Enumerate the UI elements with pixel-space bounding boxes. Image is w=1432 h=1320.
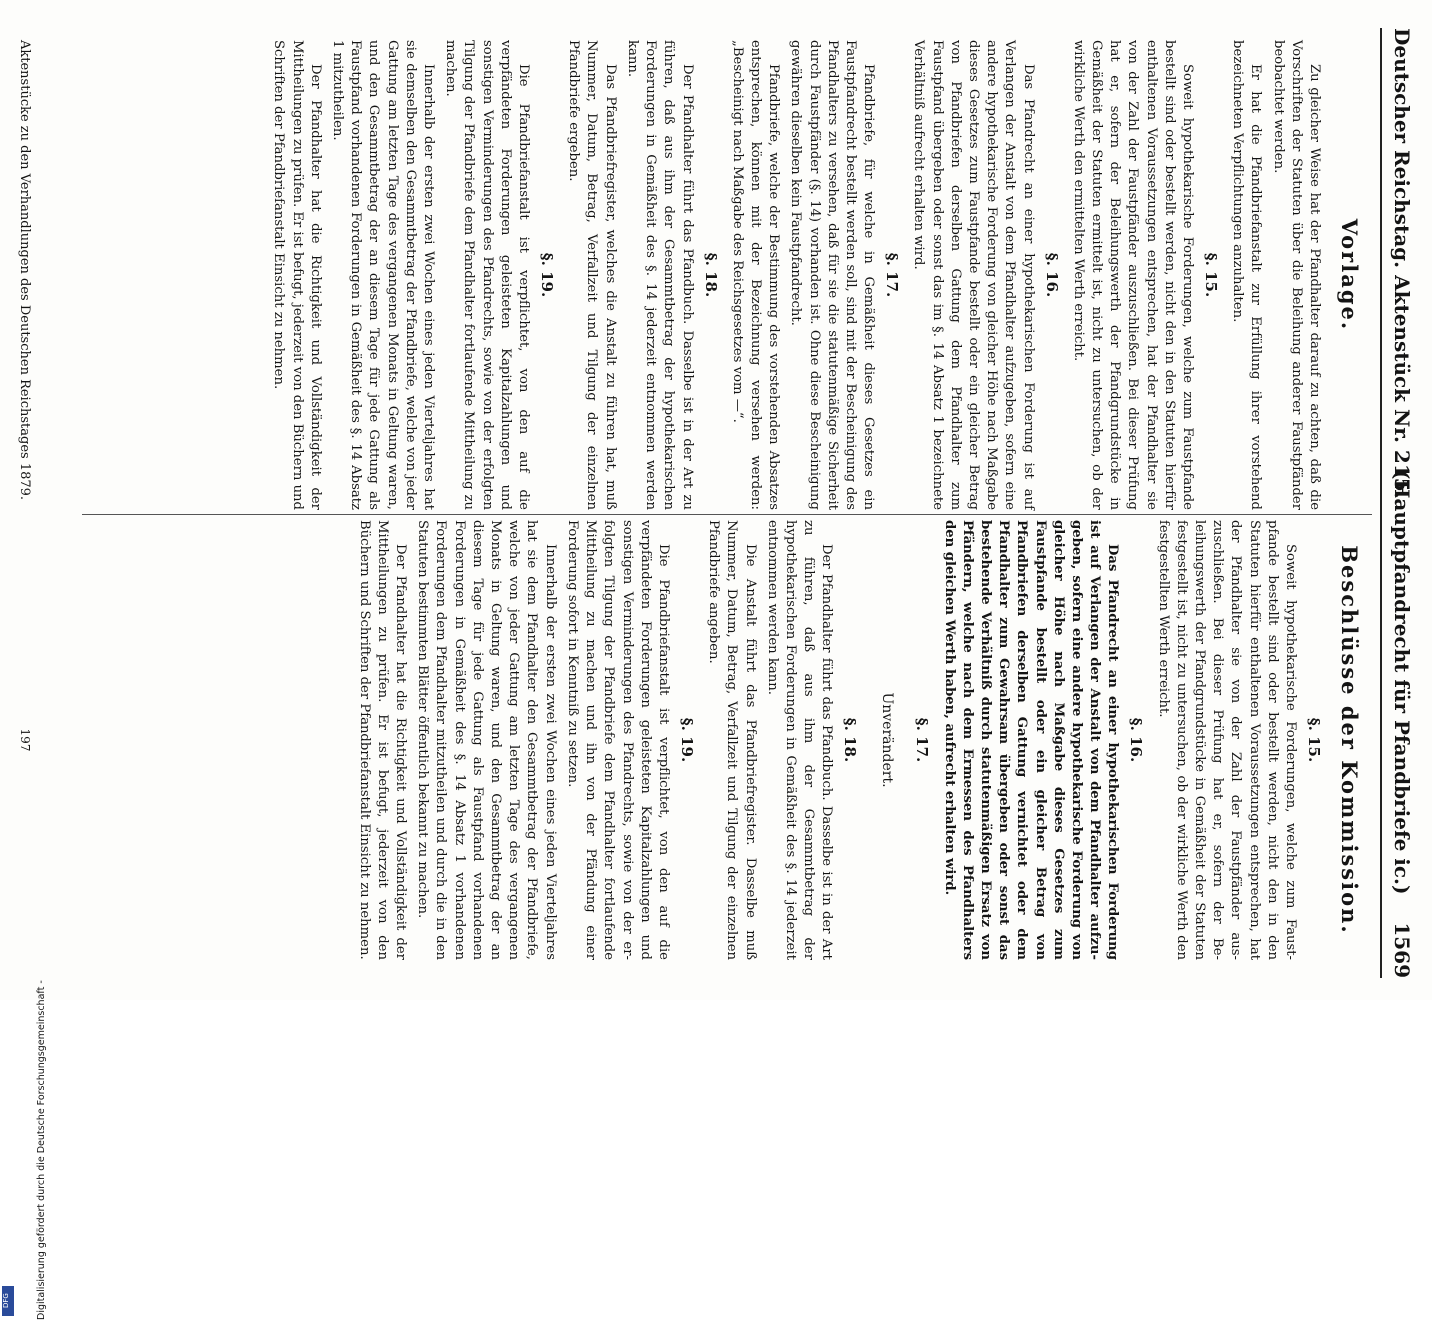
dfg-logo-icon: DFG bbox=[2, 1286, 14, 1316]
paragraph: Zu gleicher Weise hat der Pfandhalter darauf zu achten, daß die Vorschriften der Statuten über die Beleihung anderer Faustpfänder beobachtet werden. bbox=[1270, 40, 1322, 510]
paragraph: Die Anstalt führt das Pfandbriefregister. Dasselbe muß Nummer, Datum, Betrag, Verfallzeit und Tilgung der einzelnen Pfandbriefe angeben. bbox=[706, 520, 758, 960]
paragraph: Das Pfandrecht an einer hypothekarischen Forderung ist auf Verlangen der Anstalt von dem Pfandhalter aufzugeben, sofern eine andere hypothekarische Forderung von gleicher Höhe nach Maßgabe dieses Gesetzes zum Faustpfande bestellt oder ein gleicher Betrag von Pfandbriefen derselben Gattung dem Pfandhalter zum Faustpfand übergeben oder sonst das im §. 14 Absatz 1 bezeichnete Verhältniß aufrecht erhalten wird. bbox=[911, 40, 1036, 510]
section-heading: §. 16. bbox=[1042, 252, 1061, 298]
digitization-sidebar bbox=[0, 320, 47, 1320]
paragraph: Der Pfandhalter hat die Richtigkeit und Vollständigkeit der Mittheilungen zu prüfen. Er ist befugt, jederzeit von den Büchern und Schriften der Pfandbriefanstalt Einsicht zu nehmen. bbox=[356, 520, 409, 960]
unchanged-note: Unverändert. bbox=[879, 692, 896, 788]
header-right bbox=[1390, 470, 1414, 978]
paragraph: Pfandbriefe, welche der Bestimmung des vorstehenden Absatzes entsprechen, können mit der Bezeichnung versehen werden: „Bescheinigt nach Maßgabe des Reichsgesetzes vom —“. bbox=[729, 40, 782, 510]
paragraph: Die Pfandbriefanstalt ist verpflichtet, von den auf die verpfändeten Forderungen geleisteten Kapitalzahlungen und sonstigen Verminderungen des Pfandrechts, sowie von der erfolgten Tilgung der Pfandbriefe dem Pfandhalter fortlaufende Mittheilung zu machen. bbox=[443, 40, 532, 510]
section-heading: §. 18. bbox=[841, 717, 860, 763]
column-vorlage bbox=[32, 40, 1372, 510]
section-heading: §. 19. bbox=[538, 252, 557, 298]
column-title-vorlage: Vorlage. bbox=[1337, 218, 1362, 332]
section-heading: §. 18. bbox=[701, 252, 720, 298]
paragraph: Innerhalb der ersten zwei Wochen eines jeden Vierteljahres hat sie dem Pfandhalter den Gesammtbetrag der Pfandbriefe, welche von jeder Gattung am letzten Tage des vergangenen Monats in Geltung waren, und den Gesammtbetrag der an diesem Tage für jede Gattung als Faustpfand vorhandenen Forderungen in Gemäßheit des §. 14 Absatz 1 vorhandenen Forderungen dem Pfandhalter mitzutheilen und durch die in den Statuten bestimmten Blätter öffentlich bekannt zu machen. bbox=[415, 520, 558, 960]
section-heading: §. 16. bbox=[1127, 717, 1146, 763]
paragraph: Er hat die Pfandbriefanstalt zur Erfüllung ihrer vorstehend bezeichneten Verpflichtungen anzuhalten. bbox=[1230, 40, 1264, 510]
paragraph: Die Pfandbriefanstalt ist verpflichtet, von den auf die verpfändeten Forderungen geleisteten Kapitalzahlungen und sonstigen Verminderungen des Pfandrechts, sowie von der erfolgten Tilgung der Pfandbriefe dem Pfandhalter fortlaufende Mittheilung zu machen und ihn von der Pfändung einer Forderung sofort in Kenntniß zu setzen. bbox=[564, 520, 671, 960]
page-header bbox=[1382, 28, 1422, 978]
header-left: Deutscher Reichstag. Aktenstück Nr. 215. bbox=[1390, 28, 1414, 499]
section-heading: §. 17. bbox=[883, 252, 902, 298]
paragraph: Pfandbriefe, für welche in Gemäßheit dieses Gesetzes ein Faustpfandrecht bestellt werden soll, sind mit der Bescheinigung des Pfandhalters zu versehen, daß für sie die statutenmäßige Sicherheit durch Faustpfänder (§. 14) vorhanden ist. Ohne diese Bescheinigung gewähren dieselben kein Faustpfandrecht. bbox=[788, 40, 877, 510]
footer-left: Aktenstücke zu den Verhandlungen des Deutschen Reichstages 1879. bbox=[17, 40, 32, 501]
page-number: 1569 bbox=[1390, 922, 1414, 978]
digitization-note: Digitalisierung gefördert durch die Deutsche Forschungsgemeinschaft - bbox=[36, 980, 47, 1320]
column-beschluesse bbox=[32, 520, 1372, 960]
paragraph: Der Pfandhalter führt das Pfandbuch. Dasselbe ist in der Art zu führen, daß aus ihm der Gesammtbetrag der hypothekarischen Forderungen in Gemäßheit des §. 14 jederzeit entnommen werden kann. bbox=[624, 40, 695, 510]
paragraph: Innerhalb der ersten zwei Wochen eines jeden Vierteljahres hat sie demselben den Gesammtbetrag der Pfandbriefe, welche von jeder Gattung am letzten Tage des vergangenen Monats in Geltung waren, und den Gesammtbetrag der an diesem Tage für jede Gattung als Faustpfand vorhandenen Forderungen in Gemäßheit des §. 14 Absatz 1 mitzutheilen. bbox=[330, 40, 437, 510]
column-divider bbox=[82, 514, 1372, 515]
paragraph: Der Pfandhalter führt das Pfandbuch. Dasselbe ist in der Art zu führen, daß aus ihm der Gesammtbetrag der hypothekarischen Forderungen in Gemäßheit des §. 14 jederzeit entnommen werden kann. bbox=[764, 520, 835, 960]
section-heading: §. 15. bbox=[1201, 252, 1220, 298]
paragraph: Der Pfandhalter hat die Richtigkeit und Vollständigkeit der Mittheilungen zu prüfen. Er ist befugt, jederzeit von den Büchern und Schriften der Pfandbriefanstalt Einsicht zu nehmen. bbox=[271, 40, 323, 510]
paragraph: Soweit hypothekarische Forderungen, welche zum Faustpfande bestellt sind oder bestellt werden, nicht den in den Statuten hierfür enthaltenen Voraussetzungen entsprechen, hat der Pfandhalter sie von der Zahl der Faustpfänder auszuschließen. Bei dieser Prüfung hat er, sofern der Beleihungswerth der Pfandgrundstücke in Gemäßheit der Statuten ermittelt ist, nicht zu untersuchen, ob der wirkliche Werth den ermittelten Werth erreicht. bbox=[1070, 40, 1195, 510]
footer-right: 197 bbox=[18, 728, 32, 752]
header-right-text: (Hauptpfandrecht für Pfandbriefe ic.) bbox=[1390, 470, 1414, 895]
paragraph: Das Pfandrecht an einer hypothekarischen Forderung ist auf Verlangen der Anstalt von dem Pfandhalter aufzugeben, sofern eine andere hypothekarische Forderung von gleicher Höhe nach Maßgabe dieses Gesetzes zum Faustpfande bestellt oder ein gleicher Betrag von Pfandbriefen derselben Gattung vernichtet oder dem Pfandhalter zum Gewahrsam übergeben oder sonst das bestehende Verhältniß durch statutenmäßigen Ersatz von Pfändern, welche nach dem Ermessen des Pfandhalters den gleichen Werth haben, aufrecht erhalten wird. bbox=[941, 520, 1121, 960]
section-heading: §. 19. bbox=[677, 717, 696, 763]
section-heading: §. 17. bbox=[913, 717, 932, 763]
section-heading: §. 15. bbox=[1305, 717, 1323, 763]
header-rule bbox=[1380, 28, 1382, 978]
column-title-beschluesse: Beschlüsse der Kommission. bbox=[1337, 545, 1362, 935]
paragraph: Das Pfandbriefregister, welches die Anstalt zu führen hat, muß Nummer, Datum, Betrag, Verfallzeit und Tilgung der einzelnen Pfandbriefe ergeben. bbox=[566, 40, 618, 510]
paragraph: Soweit hypothekarische Forderungen, welche zum Faustpfande bestellt sind oder bestellt werden, nicht den in den Statuten hierfür enthaltenen Voraussetzungen entsprechen, hat der Pfandhalter sie von der Zahl der Faustpfänder auszuschließen. Bei dieser Prüfung hat er, sofern der Beleihungswerth der Pfandgrundstücke in Gemäßheit der Statuten festgestellt ist, nicht zu untersuchen, ob der wirkliche Werth den festgestellten Werth erreicht. bbox=[1155, 520, 1298, 960]
